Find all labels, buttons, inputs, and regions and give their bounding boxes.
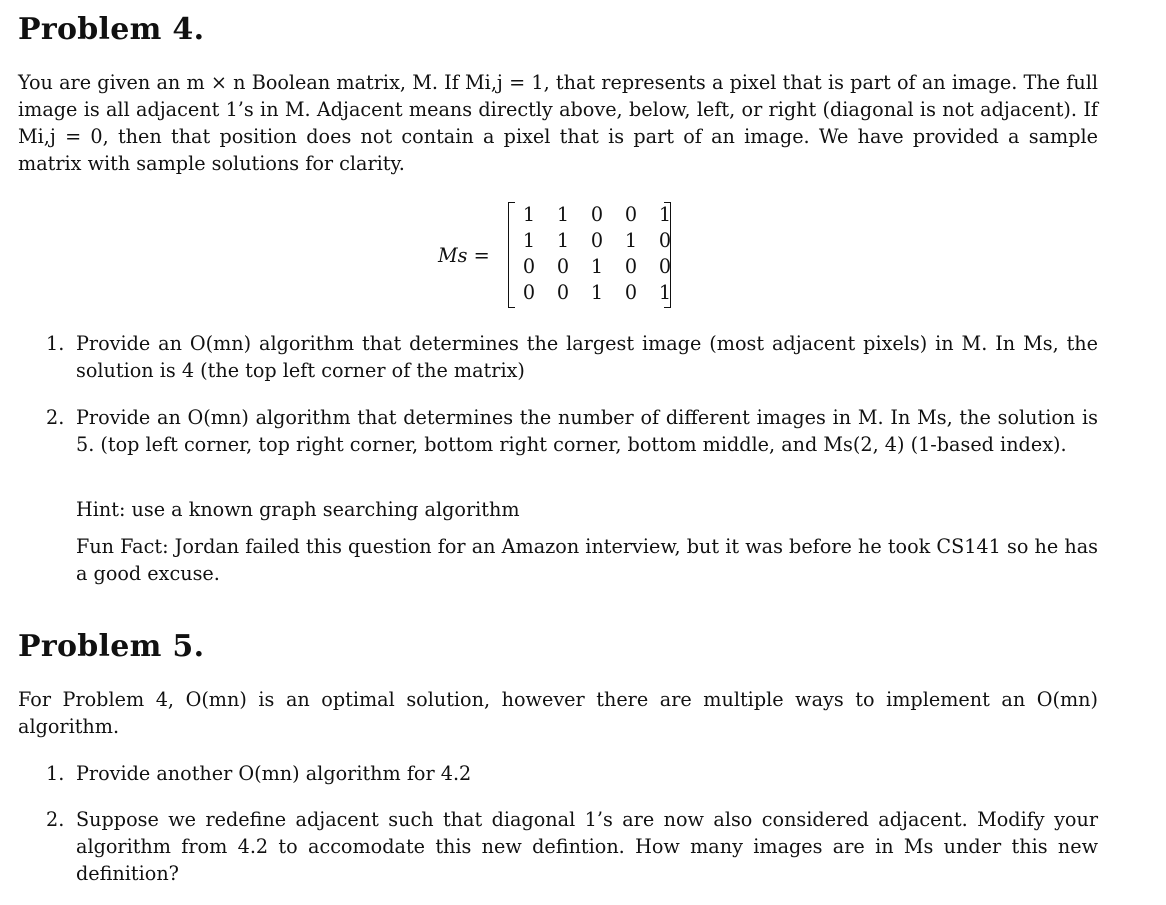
matrix-cell: 1 xyxy=(658,203,672,226)
hint-text: Hint: use a known graph searching algorithm xyxy=(76,498,520,521)
matrix-cell: 0 xyxy=(590,229,604,252)
item-text: Suppose we redefine adjacent such that diagonal 1’s are now also considered adjacent. Modify your algorithm from 4.2 to accomodate this new defintion. How many images are in Ms under this new definition? xyxy=(76,808,1098,885)
matrix-cell: 1 xyxy=(522,229,536,252)
item-text: Provide another O(mn) algorithm for 4.2 xyxy=(76,762,472,785)
problem-4-heading: Problem 4. xyxy=(18,12,205,47)
matrix-cell: 0 xyxy=(556,255,570,278)
item-number: 1. xyxy=(46,332,65,355)
matrix-cell: 0 xyxy=(658,255,672,278)
matrix-cell: 0 xyxy=(658,229,672,252)
matrix-cell: 0 xyxy=(590,203,604,226)
problem-5-item-2 xyxy=(46,806,1098,887)
problem-4-intro: You are given an m × n Boolean matrix, M. If Mi,j = 1, that represents a pixel that is part of an image. The full image is all adjacent 1’s in M. Adjacent means directly above, below, left, or right (diagonal is not adjacent). If Mi,j = 0, then that position does not contain a pixel that is part of an image. We have provided a sample matrix with sample solutions for clarity. xyxy=(18,71,1098,175)
matrix-cell: 1 xyxy=(590,255,604,278)
problem-5-item-1 xyxy=(46,760,1098,787)
matrix-cell: 1 xyxy=(624,229,638,252)
matrix-cell: 0 xyxy=(624,255,638,278)
matrix-cell: 1 xyxy=(556,229,570,252)
matrix-right-bracket xyxy=(664,202,671,308)
item-number: 1. xyxy=(46,762,65,785)
matrix-cell: 1 xyxy=(590,281,604,304)
fun-fact-text: Fun Fact: Jordan failed this question for an Amazon interview, but it was before he took CS141 so he has a good excuse. xyxy=(76,535,1098,585)
matrix-cell: 1 xyxy=(658,281,672,304)
matrix-cell: 1 xyxy=(556,203,570,226)
matrix-cell: 0 xyxy=(556,281,570,304)
item-text: Provide an O(mn) algorithm that determines the largest image (most adjacent pixels) in M. In Ms, the solution is 4 (the top left corner of the matrix) xyxy=(76,332,1098,382)
matrix-label: Ms = xyxy=(438,244,490,267)
item-number: 2. xyxy=(46,406,65,429)
matrix-cell: 0 xyxy=(624,281,638,304)
matrix-cell: 0 xyxy=(522,255,536,278)
item-text: Provide an O(mn) algorithm that determines the number of different images in M. In Ms, the solution is 5. (top left corner, top right corner, bottom right corner, bottom middle, and Ms(2, 4) (1-based index). xyxy=(76,406,1098,456)
matrix-grid xyxy=(512,202,682,306)
problem-5-heading: Problem 5. xyxy=(18,629,205,664)
problem-5-intro: For Problem 4, O(mn) is an optimal solution, however there are multiple ways to implement an O(mn) algorithm. xyxy=(18,688,1098,738)
matrix-cell: 0 xyxy=(522,281,536,304)
problem-4-item-1 xyxy=(46,330,1098,384)
matrix-cell: 0 xyxy=(624,203,638,226)
problem-4-item-2 xyxy=(46,404,1098,458)
matrix-cell: 1 xyxy=(522,203,536,226)
item-number: 2. xyxy=(46,808,65,831)
